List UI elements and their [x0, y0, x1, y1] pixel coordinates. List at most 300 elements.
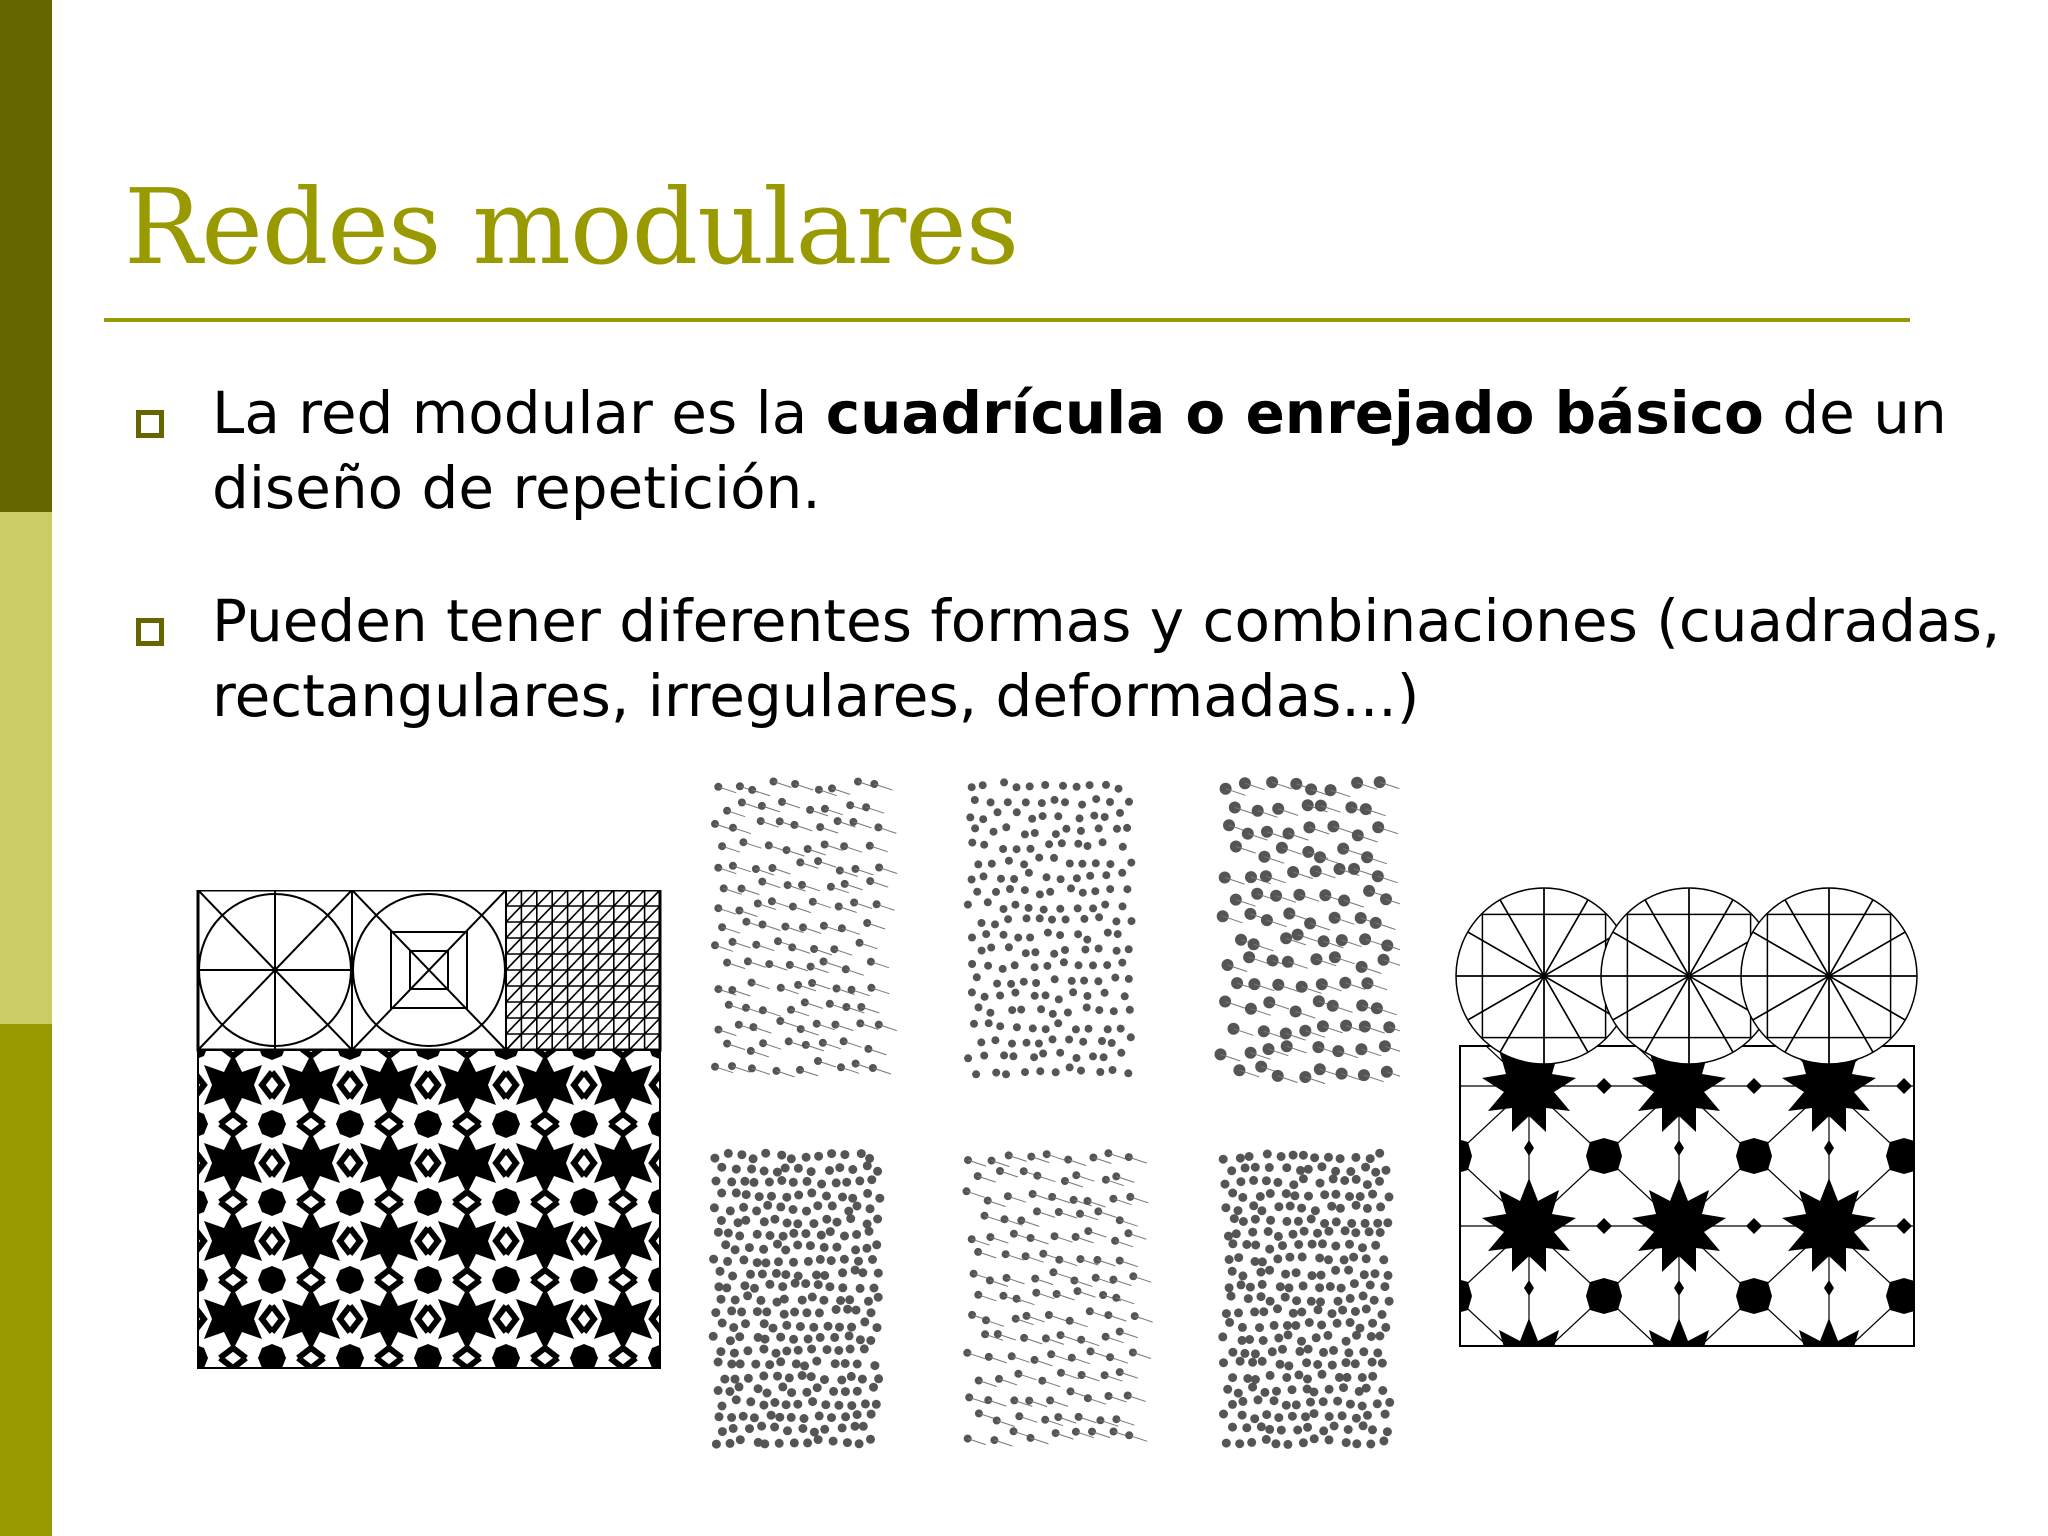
lattice-dot	[753, 1230, 762, 1239]
lattice-link	[1047, 1154, 1065, 1160]
lattice-dot	[1228, 1373, 1237, 1382]
lattice-link	[831, 887, 849, 893]
lattice-dot	[816, 1333, 825, 1342]
lattice-dot	[822, 1192, 831, 1201]
lattice-link	[999, 1379, 1017, 1385]
lattice-dot	[1365, 1227, 1374, 1236]
lattice-dot	[791, 1279, 800, 1288]
lattice-dot	[1064, 1009, 1072, 1017]
lattice-link	[1129, 1157, 1147, 1163]
lattice-dot	[745, 1243, 754, 1252]
lattice-dot	[1013, 808, 1021, 816]
lattice-dot	[1370, 917, 1382, 929]
lattice-dot	[834, 1401, 843, 1410]
lattice-dot	[775, 1439, 784, 1448]
lattice-dot	[770, 1398, 779, 1407]
lattice-dot	[1062, 916, 1070, 924]
lattice-dot	[856, 1335, 865, 1344]
lattice-dot	[1070, 1196, 1078, 1204]
lattice-dot	[1073, 783, 1081, 791]
lattice-dot	[1020, 860, 1028, 868]
lattice-dot	[841, 1359, 850, 1368]
lattice-dot	[1259, 1336, 1268, 1345]
lattice-link	[1088, 1201, 1106, 1207]
lattice-dot	[874, 1269, 883, 1278]
lattice-dot	[826, 1000, 834, 1008]
lattice-dot	[751, 1360, 760, 1369]
lattice-dot	[846, 1345, 855, 1354]
lattice-dot	[783, 1219, 792, 1228]
lattice-dot	[972, 1070, 980, 1078]
lattice-dot	[1368, 1372, 1377, 1381]
lattice-link	[867, 923, 885, 929]
lattice-dot	[762, 1307, 771, 1316]
lattice-dot	[809, 1323, 818, 1332]
lattice-dot	[1227, 1292, 1236, 1301]
lattice-dot	[1319, 1426, 1328, 1435]
lattice-link	[972, 1239, 990, 1245]
lattice-dot	[824, 1322, 833, 1331]
lattice-link	[739, 911, 757, 917]
lattice-dot	[759, 1039, 767, 1047]
lattice-dot	[791, 780, 799, 788]
lattice-dot	[1101, 989, 1109, 997]
lattice-link	[825, 845, 843, 851]
lattice-dot	[724, 1229, 733, 1238]
lattice-dot	[865, 1227, 874, 1236]
lattice-dot	[1333, 1319, 1342, 1328]
lattice-dot	[870, 1361, 879, 1370]
lattice-dot	[1277, 1426, 1286, 1435]
lattice-link	[978, 1252, 996, 1258]
lattice-dot	[866, 842, 874, 850]
lattice-dot	[1346, 1400, 1355, 1409]
lattice-dot	[1316, 1297, 1325, 1306]
lattice-dot	[807, 963, 815, 971]
lattice-dot	[1246, 1283, 1255, 1292]
lattice-dot	[1225, 1255, 1234, 1264]
lattice-dot	[991, 920, 999, 928]
lattice-dot	[817, 1180, 826, 1189]
lattice-dot	[709, 1255, 718, 1264]
lattice-dot	[1355, 1043, 1367, 1055]
lattice-dot	[872, 1240, 881, 1249]
lattice-dot	[773, 1372, 782, 1381]
lattice-dot	[1274, 1232, 1283, 1241]
lattice-link	[776, 1071, 794, 1077]
lattice-dot	[838, 1268, 847, 1277]
bullet-text: Pueden tener diferentes formas y combinaciones (cuadradas, rectangulares, irregulares, deformadas...)	[212, 587, 2001, 730]
lattice-dot	[1250, 1414, 1259, 1423]
lattice-dot	[864, 1297, 873, 1306]
lattice-link	[1106, 1180, 1124, 1186]
lattice-dot	[1291, 1321, 1300, 1330]
lattice-dot	[1041, 781, 1049, 789]
lattice-dot	[802, 1153, 811, 1162]
lattice-dot	[1258, 1280, 1267, 1289]
lattice-dot	[787, 1006, 795, 1014]
lattice-dot	[1101, 901, 1109, 909]
lattice-dot	[1112, 917, 1120, 925]
lattice-dot	[784, 881, 792, 889]
lattice-dot	[836, 867, 844, 875]
lattice-dot	[728, 986, 736, 994]
lattice-dot	[1363, 1204, 1372, 1213]
lattice-dot	[1361, 1219, 1370, 1228]
lattice-dot	[1363, 1411, 1372, 1420]
lattice-dot	[857, 1003, 865, 1011]
lattice-dot	[1075, 961, 1083, 969]
lattice-dot	[838, 1423, 847, 1432]
lattice-dot	[843, 1305, 852, 1314]
lattice-dot	[1367, 1332, 1376, 1341]
lattice-dot	[975, 1003, 983, 1011]
lattice-dot	[807, 1372, 816, 1381]
lattice-link	[1128, 1233, 1146, 1239]
lattice-dot	[1371, 1269, 1380, 1278]
lattice-link	[801, 1029, 819, 1035]
lattice-dot	[1273, 1178, 1282, 1187]
lattice-dot	[729, 1424, 738, 1433]
lattice-link	[782, 802, 800, 808]
lattice-dot	[1044, 929, 1052, 937]
lattice-dot	[859, 1422, 868, 1431]
lattice-dot	[739, 1203, 748, 1212]
lattice-dot	[1241, 1163, 1250, 1172]
lattice-dot	[1340, 1255, 1349, 1264]
lattice-dot	[1352, 1439, 1361, 1448]
lattice-dot	[1242, 1423, 1251, 1432]
lattice-dot	[790, 1308, 799, 1317]
lattice-dot	[1251, 1241, 1260, 1250]
lattice-dot	[808, 1293, 817, 1302]
lattice-dot	[866, 1336, 875, 1345]
lattice-dot	[978, 947, 986, 955]
lattice-dot	[809, 1219, 818, 1228]
lattice-dot	[1049, 1035, 1057, 1043]
lattice-dot	[1330, 1422, 1339, 1431]
lattice-dot	[1228, 1023, 1240, 1035]
lattice-link	[1078, 1291, 1096, 1297]
lattice-dot	[819, 1296, 828, 1305]
lattice-dot	[1079, 889, 1087, 897]
lattice-link	[978, 1176, 996, 1182]
lattice-dot	[1344, 1425, 1353, 1434]
lattice-dot	[1218, 1332, 1227, 1341]
lattice-dot	[760, 1439, 769, 1448]
lattice-dot	[1102, 871, 1110, 879]
lattice-dot	[981, 993, 989, 1001]
lattice-dot	[1054, 812, 1062, 820]
lattice-link	[718, 1030, 736, 1036]
lattice-dot	[838, 1193, 847, 1202]
lattice-dot	[1329, 1174, 1338, 1183]
lattice-dot	[1303, 1423, 1312, 1432]
lattice-link	[1091, 1351, 1109, 1357]
lattice-dot	[985, 1019, 993, 1027]
lattice-dot	[1261, 826, 1273, 838]
lattice-dot	[1021, 1068, 1029, 1076]
lattice-dot	[1046, 1396, 1054, 1404]
lattice-dot	[1310, 1434, 1319, 1443]
lattice-dot	[1292, 1268, 1301, 1277]
lattice-dot	[1308, 1271, 1317, 1280]
lattice-dot	[1314, 1305, 1323, 1314]
lattice-dot	[1327, 1202, 1336, 1211]
lattice-dot	[1289, 1309, 1298, 1318]
lattice-dot	[808, 1397, 817, 1406]
lattice-dot	[760, 1167, 769, 1176]
lattice-dot	[1264, 1227, 1273, 1236]
lattice-dot	[1116, 1257, 1124, 1265]
lattice-dot	[1095, 1006, 1103, 1014]
lattice-dot	[727, 1306, 736, 1315]
lattice-dot	[1351, 1359, 1360, 1368]
lattice-dot	[810, 945, 818, 953]
lattice-dot	[1323, 1331, 1332, 1340]
lattice-dot	[726, 1336, 735, 1345]
lattice-dot	[851, 1245, 860, 1254]
lattice-dot	[1232, 1229, 1241, 1238]
lattice-dot	[786, 961, 794, 969]
lattice-dot	[1060, 958, 1068, 966]
lattice-dot	[1360, 1270, 1369, 1279]
lattice-dot	[1292, 1400, 1301, 1409]
lattice-dot	[1239, 1217, 1248, 1226]
lattice-dot	[1104, 929, 1112, 937]
lattice-link	[1053, 1272, 1071, 1278]
lattice-dot	[735, 1332, 744, 1341]
lattice-dot	[1336, 1204, 1345, 1213]
lattice-link	[1037, 1211, 1055, 1217]
lattice-dot	[710, 1203, 719, 1212]
lattice-dot	[1243, 1374, 1252, 1383]
lattice-dot	[1294, 1240, 1303, 1249]
lattice-dot	[730, 1349, 739, 1358]
lattice-dot	[1101, 1371, 1109, 1379]
lattice-dot	[1385, 1398, 1394, 1407]
lattice-dot	[1361, 1163, 1370, 1172]
lattice-dot	[830, 945, 838, 953]
lattice-dot	[832, 1178, 841, 1187]
lattice-dot	[1350, 1279, 1359, 1288]
lattice-link	[985, 1216, 1003, 1222]
lattice-dot	[1371, 1241, 1380, 1250]
lattice-dot	[1352, 1175, 1361, 1184]
lattice-link	[860, 943, 878, 949]
lattice-dot	[1311, 1206, 1320, 1215]
lattice-dot	[1356, 1192, 1365, 1201]
lattice-link	[1024, 1338, 1042, 1344]
lattice-dot	[760, 1319, 769, 1328]
slide-title: Redes modulares	[124, 166, 1019, 288]
lattice-dot	[829, 1387, 838, 1396]
lattice-dot	[1319, 1348, 1328, 1357]
lattice-dot	[814, 857, 822, 865]
lattice-dot	[1328, 1361, 1337, 1370]
lattice-dot	[1277, 1152, 1286, 1161]
lattice-dot	[746, 1270, 755, 1279]
lattice-link	[732, 1066, 750, 1072]
lattice-dot	[981, 1212, 989, 1220]
lattice-dot	[789, 1258, 798, 1267]
lattice-dot	[1325, 1412, 1334, 1421]
lattice-dot	[747, 1047, 755, 1055]
lattice-dot	[1059, 782, 1067, 790]
lattice-dot	[1234, 1389, 1243, 1398]
lattice-dot	[1373, 1399, 1382, 1408]
lattice-link	[1058, 1417, 1076, 1423]
lattice-dot	[1383, 1427, 1392, 1436]
lattice-dot	[1029, 1024, 1037, 1032]
lattice-dot	[714, 783, 722, 791]
lattice-dot	[789, 1229, 798, 1238]
lattice-link	[1029, 1401, 1047, 1407]
lattice-dot	[1074, 840, 1082, 848]
lattice-dot	[869, 1383, 878, 1392]
lattice-dot	[1224, 1232, 1233, 1241]
lattice-dot	[1379, 1255, 1388, 1264]
lattice-dot	[1324, 1153, 1333, 1162]
lattice-dot	[1089, 1052, 1097, 1060]
lattice-dot	[737, 1307, 746, 1316]
lattice-dot	[765, 1280, 774, 1289]
lattice-dot	[1273, 1304, 1282, 1313]
lattice-dot	[723, 807, 731, 815]
lattice-dot	[801, 1279, 810, 1288]
lattice-dot	[773, 1168, 782, 1177]
lattice-dot	[1310, 1409, 1319, 1418]
lattice-dot	[755, 1192, 764, 1201]
lattice-dot	[1371, 1168, 1380, 1177]
lattice-dot	[1340, 1020, 1352, 1032]
lattice-dot	[787, 1413, 796, 1422]
lattice-dot	[857, 1149, 866, 1158]
lattice-dot	[1000, 778, 1008, 786]
lattice-dot	[798, 1296, 807, 1305]
lattice-dot	[789, 1178, 798, 1187]
lattice-dot	[1228, 1189, 1237, 1198]
lattice-dot	[1280, 932, 1292, 944]
lattice-link	[1130, 1197, 1148, 1203]
lattice-dot	[872, 1400, 881, 1409]
lattice-link	[742, 803, 760, 809]
lattice-dot	[782, 1347, 791, 1356]
lattice-dot	[802, 1388, 811, 1397]
lattice-dot	[1228, 1267, 1237, 1276]
lattice-dot	[1011, 901, 1019, 909]
lattice-dot	[1286, 1202, 1295, 1211]
lattice-dot	[829, 1437, 838, 1446]
circle-star-pattern-image	[1454, 876, 1924, 1356]
lattice-link	[774, 782, 792, 788]
lattice-dot	[1362, 1384, 1371, 1393]
lattice-dot	[971, 796, 979, 804]
lattice-dot	[1281, 1040, 1293, 1052]
lattice-dot	[860, 1344, 869, 1353]
lattice-dot	[1042, 1025, 1050, 1033]
lattice-dot	[1113, 947, 1121, 955]
lattice-dot	[1313, 1360, 1322, 1369]
lattice-link	[762, 806, 780, 812]
lattice-dot	[750, 1413, 759, 1422]
lattice-dot	[790, 1438, 799, 1447]
lattice-dot	[820, 1375, 829, 1384]
lattice-link	[1031, 1238, 1049, 1244]
lattice-dot	[830, 1333, 839, 1342]
lattice-dot	[1299, 1281, 1308, 1290]
lattice-dot	[1251, 1163, 1260, 1172]
lattice-dot	[1248, 978, 1260, 990]
lattice-dot	[986, 1009, 994, 1017]
lattice-link	[1074, 1281, 1092, 1287]
lattice-dot	[758, 1270, 767, 1279]
lattice-dot	[1262, 1410, 1271, 1419]
lattice-dot	[1368, 1319, 1377, 1328]
lattice-dot	[1325, 1435, 1334, 1444]
lattice-link	[1098, 1211, 1116, 1217]
lattice-dot	[1352, 1331, 1361, 1340]
lattice-dot	[1002, 1250, 1010, 1258]
lattice-dot	[1092, 1274, 1100, 1282]
lattice-dot	[792, 1359, 801, 1368]
lattice-dot	[1245, 1152, 1254, 1161]
sidebar-stripe-olive	[0, 1024, 52, 1536]
lattice-link	[752, 790, 770, 796]
lattice-dot	[867, 1410, 876, 1419]
lattice-dot	[1278, 1241, 1287, 1250]
lattice-dot	[1331, 1242, 1340, 1251]
lattice-dot	[988, 860, 996, 868]
lattice-dot	[1027, 1234, 1035, 1242]
lattice-dot	[867, 1308, 876, 1317]
lattice-dot	[858, 1375, 867, 1384]
lattice-dot	[1086, 872, 1094, 880]
lattice-dot	[1340, 1176, 1349, 1185]
lattice-dot	[1102, 781, 1110, 789]
lattice-link	[1059, 1212, 1077, 1218]
lattice-dot	[874, 1374, 883, 1383]
lattice-link	[772, 868, 790, 874]
lattice-link	[763, 1010, 781, 1016]
lattice-link	[1051, 1354, 1069, 1360]
lattice-link	[1057, 1294, 1075, 1300]
lattice-dot	[718, 1427, 727, 1436]
lattice-dot	[1297, 1204, 1306, 1213]
lattice-link	[1026, 1256, 1044, 1262]
lattice-dot	[1356, 1000, 1368, 1012]
lattice-dot	[1255, 1061, 1267, 1073]
lattice-dot	[1119, 902, 1127, 910]
lattice-dot	[1022, 949, 1030, 957]
lattice-dot	[1349, 1253, 1358, 1262]
lattice-link	[853, 822, 871, 828]
lattice-dot	[826, 1227, 835, 1236]
lattice-dot	[735, 1231, 744, 1240]
lattice-dot	[767, 1192, 776, 1201]
lattice-dot	[1111, 1237, 1119, 1245]
lattice-dot	[1344, 1348, 1353, 1357]
lattice-dot	[1022, 1252, 1030, 1260]
lattice-dot	[1061, 798, 1069, 806]
lattice-dot	[1225, 1283, 1234, 1292]
lattice-dot	[809, 898, 817, 906]
lattice-dot	[1247, 1438, 1256, 1447]
lattice-dot	[1250, 1307, 1259, 1316]
lattice-dot	[852, 1230, 861, 1239]
lattice-link	[1115, 1241, 1133, 1247]
lattice-link	[1081, 1340, 1099, 1346]
